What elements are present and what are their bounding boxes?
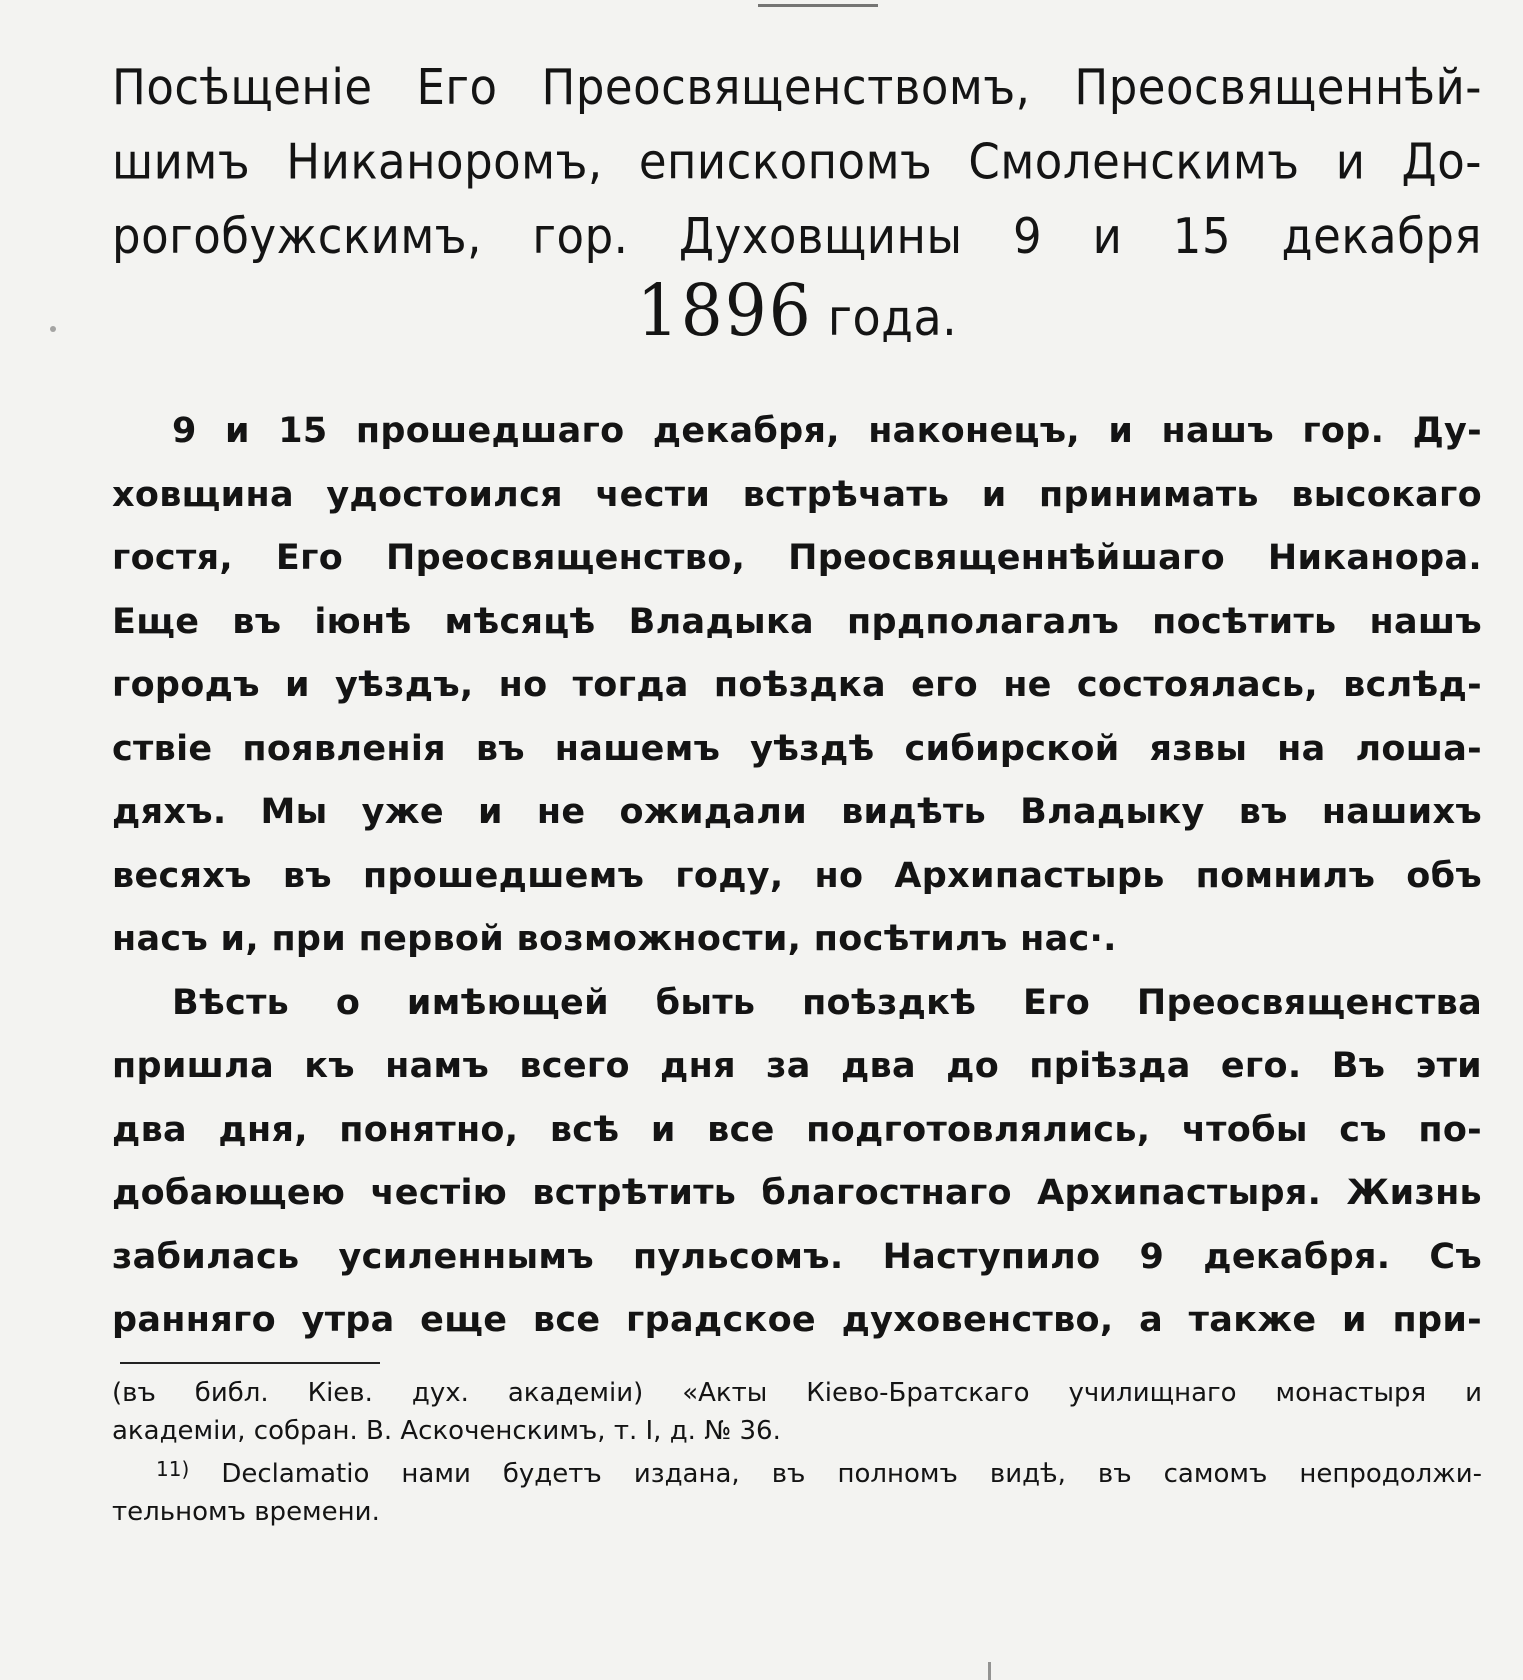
body-line: весяхъ въ прошедшемъ году, но Архипастырь помнилъ объ xyxy=(112,855,1482,896)
body-line: Еще въ іюнѣ мѣсяцѣ Владыка прдполагалъ посѣтить нашъ xyxy=(112,601,1482,642)
body-line: ранняго утра еще все градское духовенство, а также и при- xyxy=(112,1300,1482,1340)
body-line: ховщина удостоился чести встрѣчать и принимать высокаго xyxy=(112,474,1482,515)
body-line: насъ и, при первой возможности, посѣтилъ нас·. xyxy=(112,919,1117,959)
footnotes xyxy=(112,1374,1482,1531)
title-year: 1896 xyxy=(636,269,813,353)
title-year-suffix: года. xyxy=(827,288,958,347)
page-bottom-mark xyxy=(988,1662,991,1680)
article-body xyxy=(112,400,1482,1353)
footnote-number: 11) xyxy=(156,1457,190,1481)
body-line: гостя, Его Преосвященство, Преосвященнѣйшаго Никанора. xyxy=(112,538,1482,578)
body-line: добающею честію встрѣтить благостнаго Архипастыря. Жизнь xyxy=(112,1173,1482,1213)
footnote-line: тельномъ времени. xyxy=(112,1497,380,1527)
body-line: городъ и уѣздъ, но тогда поѣздка его не состоялась, вслѣд- xyxy=(112,665,1482,705)
footnote-line: (въ библ. Кіев. дух. академіи) «Акты Кіево-Братскаго училищнаго монастыря и xyxy=(112,1378,1482,1408)
title-line: рогобужскимъ, гор. Духовщины 9 и 15 декабря xyxy=(112,207,1482,265)
body-line: пришла къ намъ всего дня за два до пріѣзда его. Въ эти xyxy=(112,1046,1482,1086)
article-title xyxy=(112,50,1482,356)
body-line: забилась усиленнымъ пульсомъ. Наступило 9 декабря. Съ xyxy=(112,1236,1482,1277)
footnote-line: академіи, собран. В. Аскоченскимъ, т. I, д. № 36. xyxy=(112,1416,781,1446)
margin-speck xyxy=(50,326,56,332)
title-line: Посѣщеніе Его Преосвященствомъ, Преосвященнѣй- xyxy=(112,58,1482,116)
header-ornament xyxy=(758,4,878,17)
body-line: Вѣсть о имѣющей быть поѣздкѣ Его Преосвященства xyxy=(172,982,1482,1023)
title-line: шимъ Никаноромъ, епископомъ Смоленскимъ и До- xyxy=(112,133,1482,191)
body-line: 9 и 15 прошедшаго декабря, наконецъ, и нашъ гор. Ду- xyxy=(172,411,1482,451)
footnote-11-text: Declamatio нами будетъ издана, въ полномъ видѣ, въ самомъ непродолжи- xyxy=(221,1459,1482,1489)
body-line: два дня, понятно, всѣ и все подготовлялись, чтобы съ по- xyxy=(112,1109,1482,1150)
title-line-year xyxy=(112,269,1482,356)
footnote-11-line xyxy=(112,1450,1482,1493)
footnote-divider xyxy=(120,1362,380,1364)
body-line: ствіе появленія въ нашемъ уѣздѣ сибирской язвы на лоша- xyxy=(112,728,1482,769)
body-line: дяхъ. Мы уже и не ожидали видѣть Владыку въ нашихъ xyxy=(112,792,1482,832)
